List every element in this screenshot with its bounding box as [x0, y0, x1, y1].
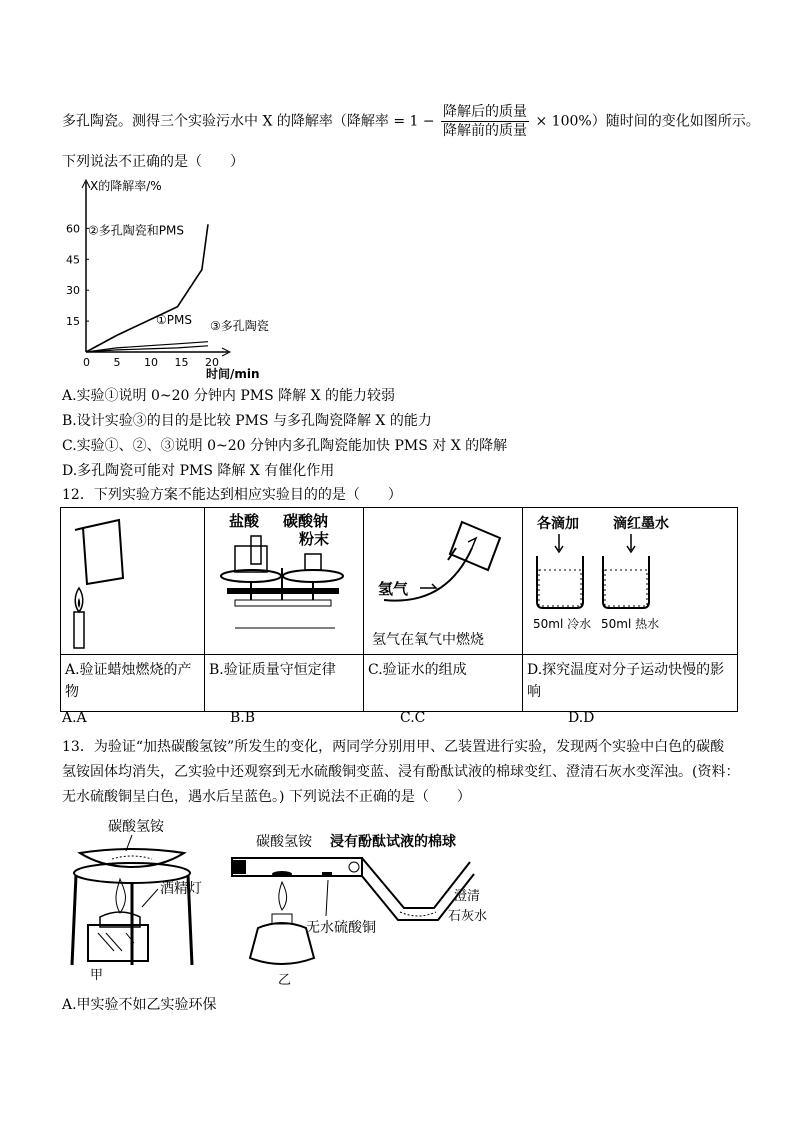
label-hydrogen: 氢气 — [378, 580, 409, 598]
series-label-1: ①PMS — [156, 313, 192, 327]
x-tick-label: 20 — [205, 356, 219, 369]
q12-question: 12．下列实验方案不能达到相应实验目的的是（ ） — [62, 487, 402, 503]
jia-label-nh4hco3: 碳酸氢铵 — [108, 819, 164, 835]
jia-label-lamp: 酒精灯 — [160, 881, 202, 897]
q12-image-b — [205, 508, 364, 655]
q12-answer-d[interactable]: D.D — [568, 710, 595, 726]
y-tick-label: 15 — [66, 315, 80, 329]
series-label-2: ②多孔陶瓷和PMS — [88, 223, 184, 238]
series-label-3: ③多孔陶瓷 — [210, 319, 269, 333]
yi-label-nh4hco3: 碳酸氢铵 — [256, 834, 312, 850]
x-tick-label: 15 — [174, 356, 189, 369]
yi-label: 乙 — [278, 973, 292, 988]
y-tick-label: 30 — [66, 284, 80, 298]
q13-line-1: 13．为验证“加热碳酸氢铵”所发生的变化，两同学分别用甲、乙装置进行实验，发现两个实验中白色的碳酸 — [62, 739, 725, 755]
q12-answer-b[interactable]: B.B — [230, 710, 256, 726]
label-na2co3: 碳酸钠 — [283, 512, 329, 530]
degradation-chart — [60, 172, 300, 382]
label-cold-water: 50ml 冷水 — [533, 617, 592, 631]
q12-caption-b: B.验证质量守恒定律 — [205, 655, 364, 712]
yi-label-cuso4: 无水硫酸铜 — [306, 920, 376, 936]
y-tick-label: 60 — [66, 222, 80, 236]
jia-label: 甲 — [90, 968, 104, 983]
label-hot-water: 50ml 热水 — [601, 617, 660, 631]
apparatus-yi — [222, 828, 542, 988]
q13-option-a[interactable]: A.甲实验不如乙实验环保 — [62, 997, 217, 1013]
yi-label-cotton: 浸有酚酞试液的棉球 — [330, 834, 456, 850]
q11-option-a[interactable]: A.实验①说明 0~20 分钟内 PMS 降解 X 的能力较弱 — [62, 388, 396, 404]
q11-intro-line — [62, 103, 760, 140]
q11-intro-after: × 100%）随时间的变化如图所示。 — [535, 113, 760, 130]
x-tick-label: 0 — [83, 356, 90, 369]
x-axis-label: 时间/min — [206, 367, 260, 381]
label-h2-burn: 氢气在氧气中燃烧 — [372, 632, 484, 648]
fraction-denominator: 降解前的质量 — [443, 123, 528, 139]
label-each-add: 各滴加 — [537, 516, 579, 532]
q11-intro-before: 多孔陶瓷。测得三个实验污水中 X 的降解率（降解率 = 1 − — [62, 113, 435, 130]
fraction-numerator: 降解后的质量 — [443, 104, 528, 120]
q11-option-c[interactable]: C.实验①、②、③说明 0~20 分钟内多孔陶瓷能加快 PMS 对 X 的降解 — [62, 438, 508, 454]
x-tick-label: 10 — [144, 356, 158, 369]
series-line-3 — [86, 346, 208, 352]
q12-caption-c: C.验证水的组成 — [364, 655, 523, 712]
yi-label-lime-1: 澄清 — [454, 889, 481, 904]
q11-option-b[interactable]: B.设计实验③的目的是比较 PMS 与多孔陶瓷降解 X 的能力 — [62, 413, 432, 429]
x-tick-label: 5 — [113, 356, 121, 369]
label-red-ink: 滴红墨水 — [613, 516, 669, 532]
q12-answer-c[interactable]: C.C — [400, 710, 426, 726]
q13-line-3: 无水硫酸铜呈白色，遇水后呈蓝色。) 下列说法不正确的是（ ） — [62, 789, 471, 805]
degradation-fraction — [441, 103, 529, 140]
y-axis-label: X的降解率/% — [90, 179, 162, 193]
q12-caption-d: D.探究温度对分子运动快慢的影响 — [523, 655, 738, 712]
q13-line-2: 氢铵固体均消失，乙实验中还观察到无水硫酸铜变蓝、浸有酚酞试液的棉球变红、澄清石灰水变浑浊。(资料： — [62, 764, 740, 780]
series-line-1 — [86, 224, 208, 352]
q11-question: 下列说法不正确的是（ ） — [62, 154, 244, 170]
apparatus-jia — [62, 815, 202, 985]
label-hcl: 盐酸 — [229, 512, 260, 530]
q12-image-c — [364, 508, 523, 655]
y-tick-label: 45 — [66, 253, 80, 267]
q12-caption-a: A.验证蜡烛燃烧的产物 — [61, 655, 205, 712]
q12-image-a — [61, 508, 205, 655]
q12-image-d — [523, 508, 738, 655]
q11-option-d[interactable]: D.多孔陶瓷可能对 PMS 降解 X 有催化作用 — [62, 463, 335, 479]
yi-label-lime-2: 石灰水 — [448, 909, 488, 924]
label-powder: 粉末 — [299, 530, 330, 548]
q12-table — [60, 507, 738, 712]
q12-answer-a[interactable]: A.A — [62, 710, 87, 726]
